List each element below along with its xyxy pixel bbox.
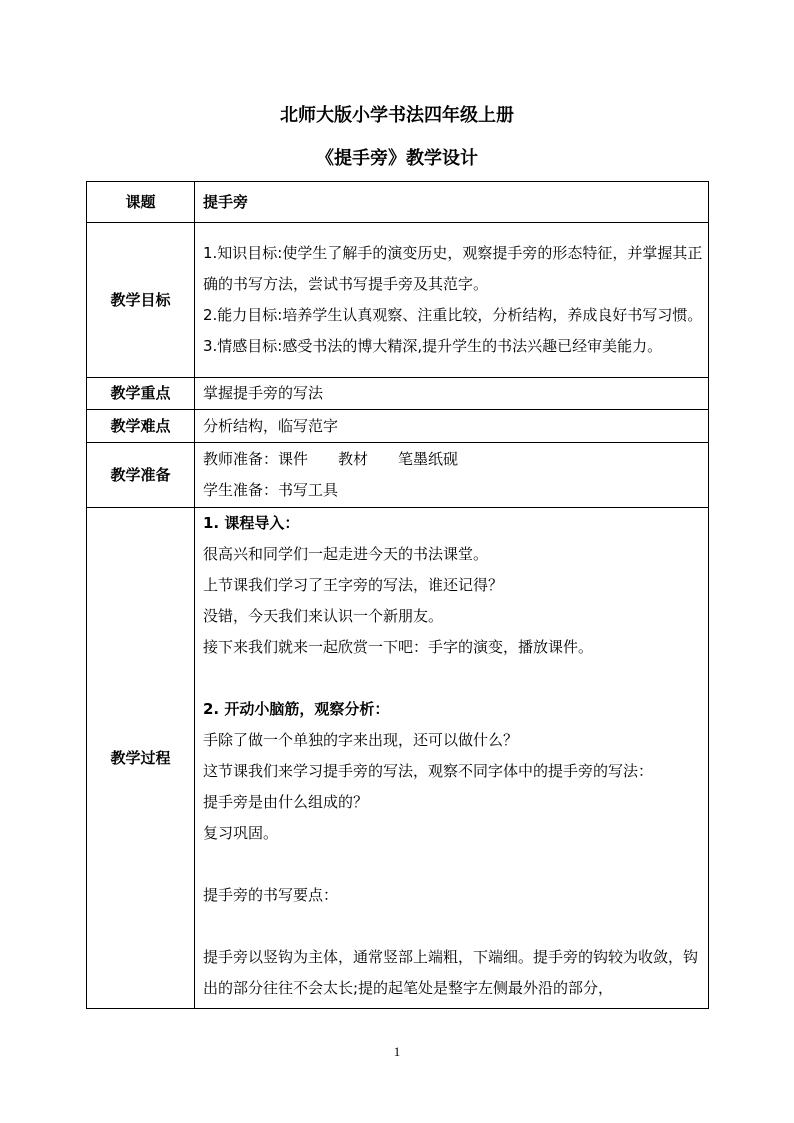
table-row-key-points — [87, 378, 709, 410]
spacer — [203, 911, 704, 942]
topic-value: 提手旁 — [195, 182, 709, 223]
section1-heading: 1. 课程导入： — [203, 514, 300, 532]
table-row-process — [87, 508, 709, 1009]
spacer — [203, 663, 704, 694]
process-line: 很高兴和同学们一起走进今天的书法课堂。 — [203, 545, 489, 563]
goals-cell — [195, 223, 709, 378]
process-line: 接下来我们就来一起欣赏一下吧：手字的演变，播放课件。 — [203, 638, 594, 656]
student-preparation: 学生准备：书写工具 — [203, 481, 339, 499]
process-cell — [195, 508, 709, 1009]
table-row-difficulties — [87, 410, 709, 443]
topic-label: 课题 — [87, 182, 195, 223]
document-title: 北师大版小学书法四年级上册 — [280, 105, 514, 126]
goal-ability: 2.能力目标:培养学生认真观察、注重比较，分析结构，养成良好书写习惯。 — [203, 306, 703, 324]
difficulties-label: 教学难点 — [87, 410, 195, 443]
preparation-cell — [195, 443, 709, 508]
process-line: 这节课我们来学习提手旁的写法，观察不同字体中的提手旁的写法： — [203, 762, 654, 780]
process-line: 复习巩固。 — [203, 824, 279, 842]
spacer — [203, 849, 704, 880]
section2-heading: 2. 开动小脑筋，观察分析： — [203, 700, 390, 718]
process-label: 教学过程 — [87, 508, 195, 1009]
process-line: 没错，今天我们来认识一个新朋友。 — [203, 607, 444, 625]
key-points-value: 掌握提手旁的写法 — [195, 378, 709, 410]
table-row-topic — [87, 182, 709, 223]
writing-key-heading: 提手旁的书写要点： — [203, 886, 339, 904]
process-line: 手除了做一个单独的字来出现，还可以做什么？ — [203, 731, 519, 749]
page-number: 1 — [393, 1044, 401, 1059]
goals-label: 教学目标 — [87, 223, 195, 378]
key-points-label: 教学重点 — [87, 378, 195, 410]
process-line: 上节课我们学习了王字旁的写法，谁还记得？ — [203, 576, 504, 594]
process-line: 提手旁是由什么组成的？ — [203, 793, 369, 811]
goal-knowledge: 1.知识目标:使学生了解手的演变历史，观察提手旁的形态特征，并掌握其正确的书写方法，尝试书写提手旁及其范字。 — [203, 244, 703, 293]
lesson-plan-table — [86, 181, 709, 1009]
preparation-label: 教学准备 — [87, 443, 195, 508]
table-row-goals — [87, 223, 709, 378]
document-subtitle: 《提手旁》教学设计 — [316, 148, 478, 169]
writing-detail: 提手旁以竖钩为主体，通常竖部上端粗，下端细。提手旁的钩较为收敛，钩出的部分往往不会太长;提的起笔处是整字左侧最外沿的部分， — [203, 948, 699, 997]
difficulties-value: 分析结构，临写范字 — [195, 410, 709, 443]
goal-emotion: 3.情感目标:感受书法的博大精深,提升学生的书法兴趣已经审美能力。 — [203, 337, 663, 355]
table-row-preparation — [87, 443, 709, 508]
teacher-preparation: 教师准备：课件 教材 笔墨纸砚 — [203, 450, 459, 468]
